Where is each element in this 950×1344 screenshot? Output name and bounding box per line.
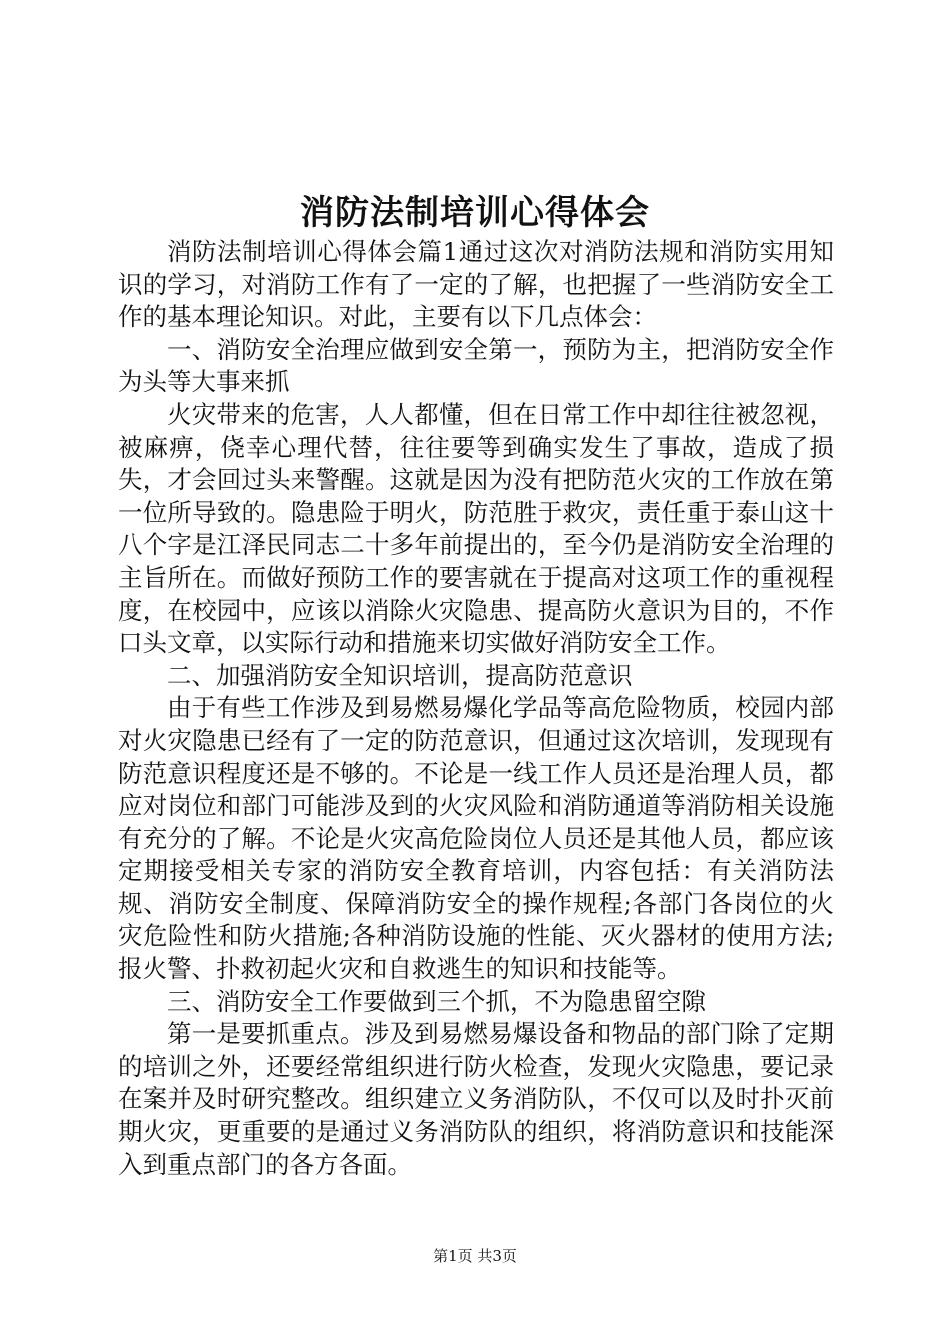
document-body bbox=[118, 236, 834, 1181]
paragraph-heading-2: 二、加强消防安全知识培训，提高防范意识 bbox=[167, 660, 633, 690]
paragraph-intro: 消防法制培训心得体会篇1通过这次对消防法规和消防实用知识的学习，对消防工作有了一定的了解，也把握了一些消防安全工作的基本理论知识。对此，主要有以下几点体会： bbox=[118, 237, 834, 332]
document-title: 消防法制培训心得体会 bbox=[300, 193, 650, 233]
page-footer: 第1页 共3页 bbox=[433, 1247, 517, 1265]
paragraph-heading-3: 三、消防安全工作要做到三个抓，不为隐患留空隙 bbox=[167, 986, 706, 1016]
paragraph-body-1: 火灾带来的危害，人人都懂，但在日常工作中却往往被忽视，被麻痹，侥幸心理代替，往往要等到确实发生了事故，造成了损失，才会回过头来警醒。这就是因为没有把防范火灾的工作放在第一位所导致的。隐患险于明火，防范胜于救灾，责任重于泰山这十八个字是江泽民同志二十多年前提出的，至今仍是消防安全治理的主旨所在。而做好预防工作的要害就在于提高对这项工作的重视程度，在校园中，应该以消除火灾隐患、提高防火意识为目的，不作口头文章，以实际行动和措施来切实做好消防安全工作。 bbox=[118, 399, 834, 658]
paragraph-heading-1: 一、消防安全治理应做到安全第一，预防为主，把消防安全作为头等大事来抓 bbox=[118, 334, 834, 397]
paragraph-body-3: 第一是要抓重点。涉及到易燃易爆设备和物品的部门除了定期的培训之外，还要经常组织进行防火检查，发现火灾隐患，要记录在案并及时研究整改。组织建立义务消防队，不仅可以及时扑灭前期火灾，更重要的是通过义务消防队的组织，将消防意识和技能深入到重点部门的各方各面。 bbox=[118, 1019, 834, 1179]
paragraph-body-2: 由于有些工作涉及到易燃易爆化学品等高危险物质，校园内部对火灾隐患已经有了一定的防范意识，但通过这次培训，发现现有防范意识程度还是不够的。不论是一线工作人员还是治理人员，都应对岗位和部门可能涉及到的火灾风险和消防通道等消防相关设施有充分的了解。不论是火灾高危险岗位人员还是其他人员，都应该定期接受相关专家的消防安全教育培训，内容包括：有关消防法规、消防安全制度、保障消防安全的操作规程;各部门各岗位的火灾危险性和防火措施;各种消防设施的性能、灭火器材的使用方法;报火警、扑救初起火灾和自救逃生的知识和技能等。 bbox=[118, 693, 834, 984]
